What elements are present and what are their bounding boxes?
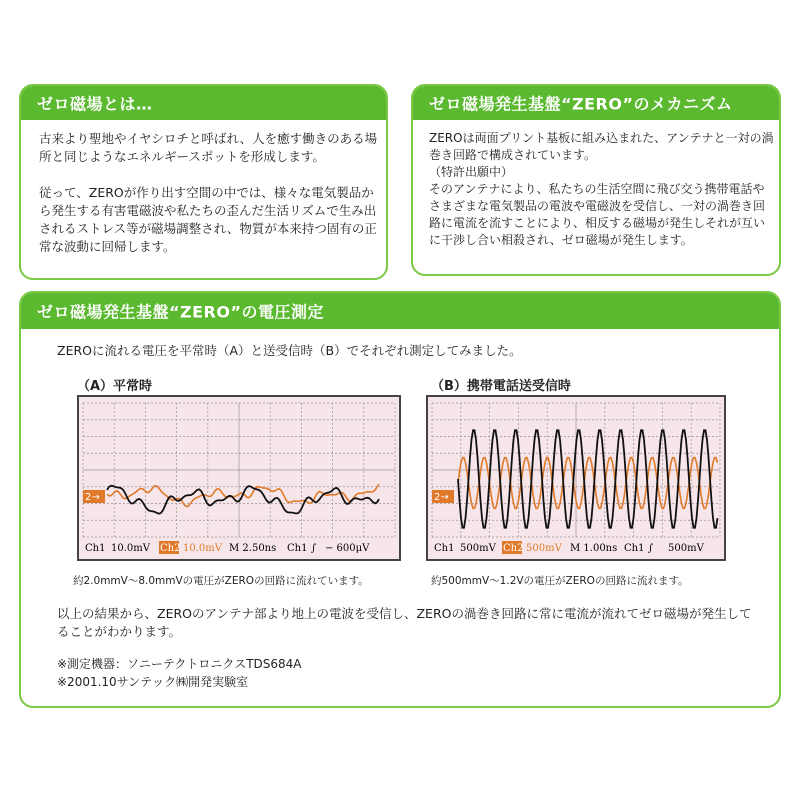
readout-ch2-scale: 500mV	[526, 543, 562, 554]
paragraph: 古来より聖地やイヤシロチと呼ばれ、人を癒す働きのある場所と同じようなエネルギースポットを形成します。	[39, 131, 378, 164]
channel-marker: 2→	[434, 492, 449, 503]
scope-b-title: （B）携帯電話送受信時	[431, 379, 571, 394]
readout-trigger-ch: Ch1	[624, 543, 645, 554]
readout-ch2-scale: 10.0mV	[183, 543, 222, 554]
readout-timebase: M 2.50ns	[229, 543, 277, 554]
voltage-measurement-panel	[19, 291, 781, 708]
panel-title: ゼロ磁場発生基盤“ZERO”のメカニズム	[429, 94, 733, 114]
panel-title: ゼロ磁場とは…	[37, 94, 153, 114]
ch1-trace	[458, 430, 718, 527]
equipment-note: ※測定機器：ソニーテクトロニクスTDS684A	[57, 657, 302, 671]
lab-note: ※2001.10サンテック㈱開発実験室	[57, 675, 249, 689]
readout-trigger-level: 500mV	[668, 543, 704, 554]
oscilloscope-a	[77, 395, 401, 561]
scope-readout	[434, 541, 705, 554]
panel-header	[21, 86, 386, 120]
oscilloscope-b	[426, 395, 726, 561]
paragraph: ZEROは両面プリント基板に組み込まれた、アンテナと一対の渦巻き回路で構成されています。	[429, 131, 774, 162]
patent-note: （特許出願中）	[429, 165, 514, 179]
panel-header	[21, 293, 779, 329]
channel-marker: 2→	[85, 492, 100, 503]
trigger-slope-icon: ∫	[648, 543, 654, 554]
readout-ch1-scale: 10.0mV	[111, 543, 150, 554]
readout-ch2: Ch2	[503, 543, 524, 554]
readout-ch1-scale: 500mV	[460, 543, 496, 554]
panel-title: ゼロ磁場発生基盤“ZERO”の電圧測定	[37, 302, 324, 322]
readout-ch1: Ch1	[85, 543, 106, 554]
readout-trigger-level: − 600μV	[325, 543, 370, 554]
zero-field-panel	[19, 84, 388, 280]
conclusion-text: 以上の結果から、ZEROのアンテナ部より地上の電波を受信し、ZEROの渦巻き回路に常に電流が流れてゼロ磁場が発生してることがわかります。	[57, 606, 752, 639]
readout-ch1: Ch1	[434, 543, 455, 554]
oscilloscope-a-screen	[79, 397, 399, 559]
scope-a-caption: 約2.0mmV〜8.0mmVの電圧がZEROの回路に流れています。	[73, 575, 369, 587]
mechanism-panel	[411, 84, 781, 276]
paragraph: そのアンテナにより、私たちの生活空間に飛び交う携帯電話やさまざまな電気製品の電波や電磁波を受信し、一対の渦巻き回路に電流を流すことにより、相反する磁場が発生しそれが互いに干渉し合い相殺され、ゼロ磁場が発生します。	[429, 182, 766, 247]
scope-a-title: （A）平常時	[77, 379, 153, 394]
readout-timebase: M 1.00ns	[570, 543, 618, 554]
panel-body	[39, 130, 379, 256]
paragraph: 従って、ZEROが作り出す空間の中では、様々な電気製品から発生する有害電磁波や私たちの歪んだ生活リズムで生み出されるストレス等が磁場調整され、物質が本来持つ固有の正常な波動に回帰します。	[39, 185, 377, 254]
panel-header	[413, 86, 779, 120]
intro-text: ZEROに流れる電圧を平常時（A）と送受信時（B）でそれぞれ測定してみました。	[57, 343, 522, 358]
readout-ch2: Ch2	[160, 543, 181, 554]
trigger-slope-icon: ∫	[311, 543, 317, 554]
panel-body	[429, 130, 774, 249]
ch1-trace	[107, 486, 379, 514]
readout-trigger-ch: Ch1	[287, 543, 308, 554]
oscilloscope-b-screen	[428, 397, 724, 559]
scope-b-caption: 約500mmV〜1.2Vの電圧がZEROの回路に流れます。	[431, 575, 689, 587]
scope-readout	[85, 541, 370, 554]
